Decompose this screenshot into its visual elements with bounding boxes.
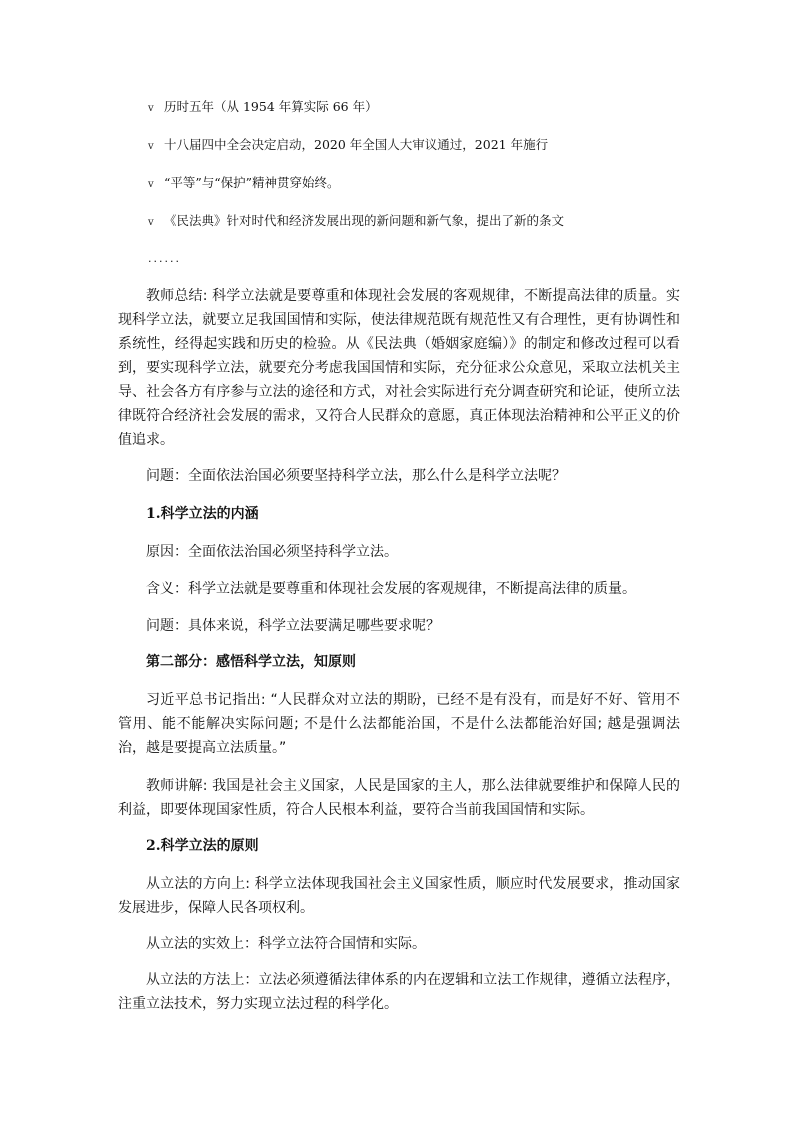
bullet-check-icon: v <box>148 179 154 190</box>
teacher-summary-paragraph: 教师总结: 科学立法就是要尊重和体现社会发展的客观规律，不断提高法律的质量。实现科学立法，就要立足我国国情和实际，使法律规范既有规范性又有合理性，更有协调性和系统性，经得起实践和历史的检验。从《民法典（婚姻家庭编）》的制定和修改过程可以看到，要实现科学立法，就要充分考虑我国国情和实际，充分征求公众意见，采取立法机关主导、社会各方有序参与立法的途径和方式，对社会实际进行充分调查研究和论证，使所立法律既符合经济社会发展的需求，又符合人民群众的意愿，真正体现法治精神和公平正义的价值追求。 <box>118 288 680 448</box>
bullet-text: 十八届四中全会决定启动，2020 年全国人大审议通过，2021 年施行 <box>164 137 549 152</box>
reason-paragraph: 原因：全面依法治国必须坚持科学立法。 <box>146 544 398 560</box>
section-heading: 1.科学立法的内涵 <box>146 506 259 522</box>
section-heading: 2.科学立法的原则 <box>146 838 259 854</box>
bullet-check-icon: v <box>148 217 154 228</box>
part-heading: 第二部分：感悟科学立法，知原则 <box>146 654 356 670</box>
bullet-text: 历时五年（从 1954 年算实际 66 年） <box>164 99 378 114</box>
bullet-item <box>148 212 564 232</box>
question-paragraph: 问题：具体来说，科学立法要满足哪些要求呢？ <box>146 618 440 634</box>
bullet-check-icon: v <box>148 141 154 152</box>
meaning-paragraph: 含义：科学立法就是要尊重和体现社会发展的客观规律，不断提高法律的质量。 <box>146 581 636 597</box>
ellipsis: ...... <box>148 252 181 265</box>
bullet-item <box>148 136 548 156</box>
quote-paragraph: 习近平总书记指出: “人民群众对立法的期盼，已经不是有没有，而是好不好、管用不管用、能不能解决实际问题; 不是什么法都能治国，不是什么法都能治好国; 越是强调法治，越是要提高立法质量。” <box>118 692 680 756</box>
direction-paragraph: 从立法的方向上: 科学立法体现我国社会主义国家性质，顺应时代发展要求，推动国家发展进步，保障人民各项权利。 <box>118 876 680 916</box>
effect-paragraph: 从立法的实效上：科学立法符合国情和实际。 <box>146 936 426 952</box>
bullet-check-icon: v <box>148 103 154 114</box>
bullet-item <box>148 98 378 118</box>
bullet-text: “平等”与“保护”精神贯穿始终。 <box>164 175 340 190</box>
bullet-item <box>148 174 340 194</box>
teacher-explain-paragraph: 教师讲解: 我国是社会主义国家，人民是国家的主人，那么法律就要维护和保障人民的利益，即要体现国家性质，符合人民根本利益，要符合当前我国国情和实际。 <box>118 778 680 818</box>
method-paragraph: 从立法的方法上：立法必须遵循法律体系的内在逻辑和立法工作规律，遵循立法程序，注重立法技术，努力实现立法过程的科学化。 <box>118 972 680 1012</box>
bullet-text: 《民法典》针对时代和经济发展出现的新问题和新气象，提出了新的条文 <box>164 213 565 228</box>
question-paragraph: 问题：全面依法治国必须要坚持科学立法，那么什么是科学立法呢？ <box>146 468 566 484</box>
